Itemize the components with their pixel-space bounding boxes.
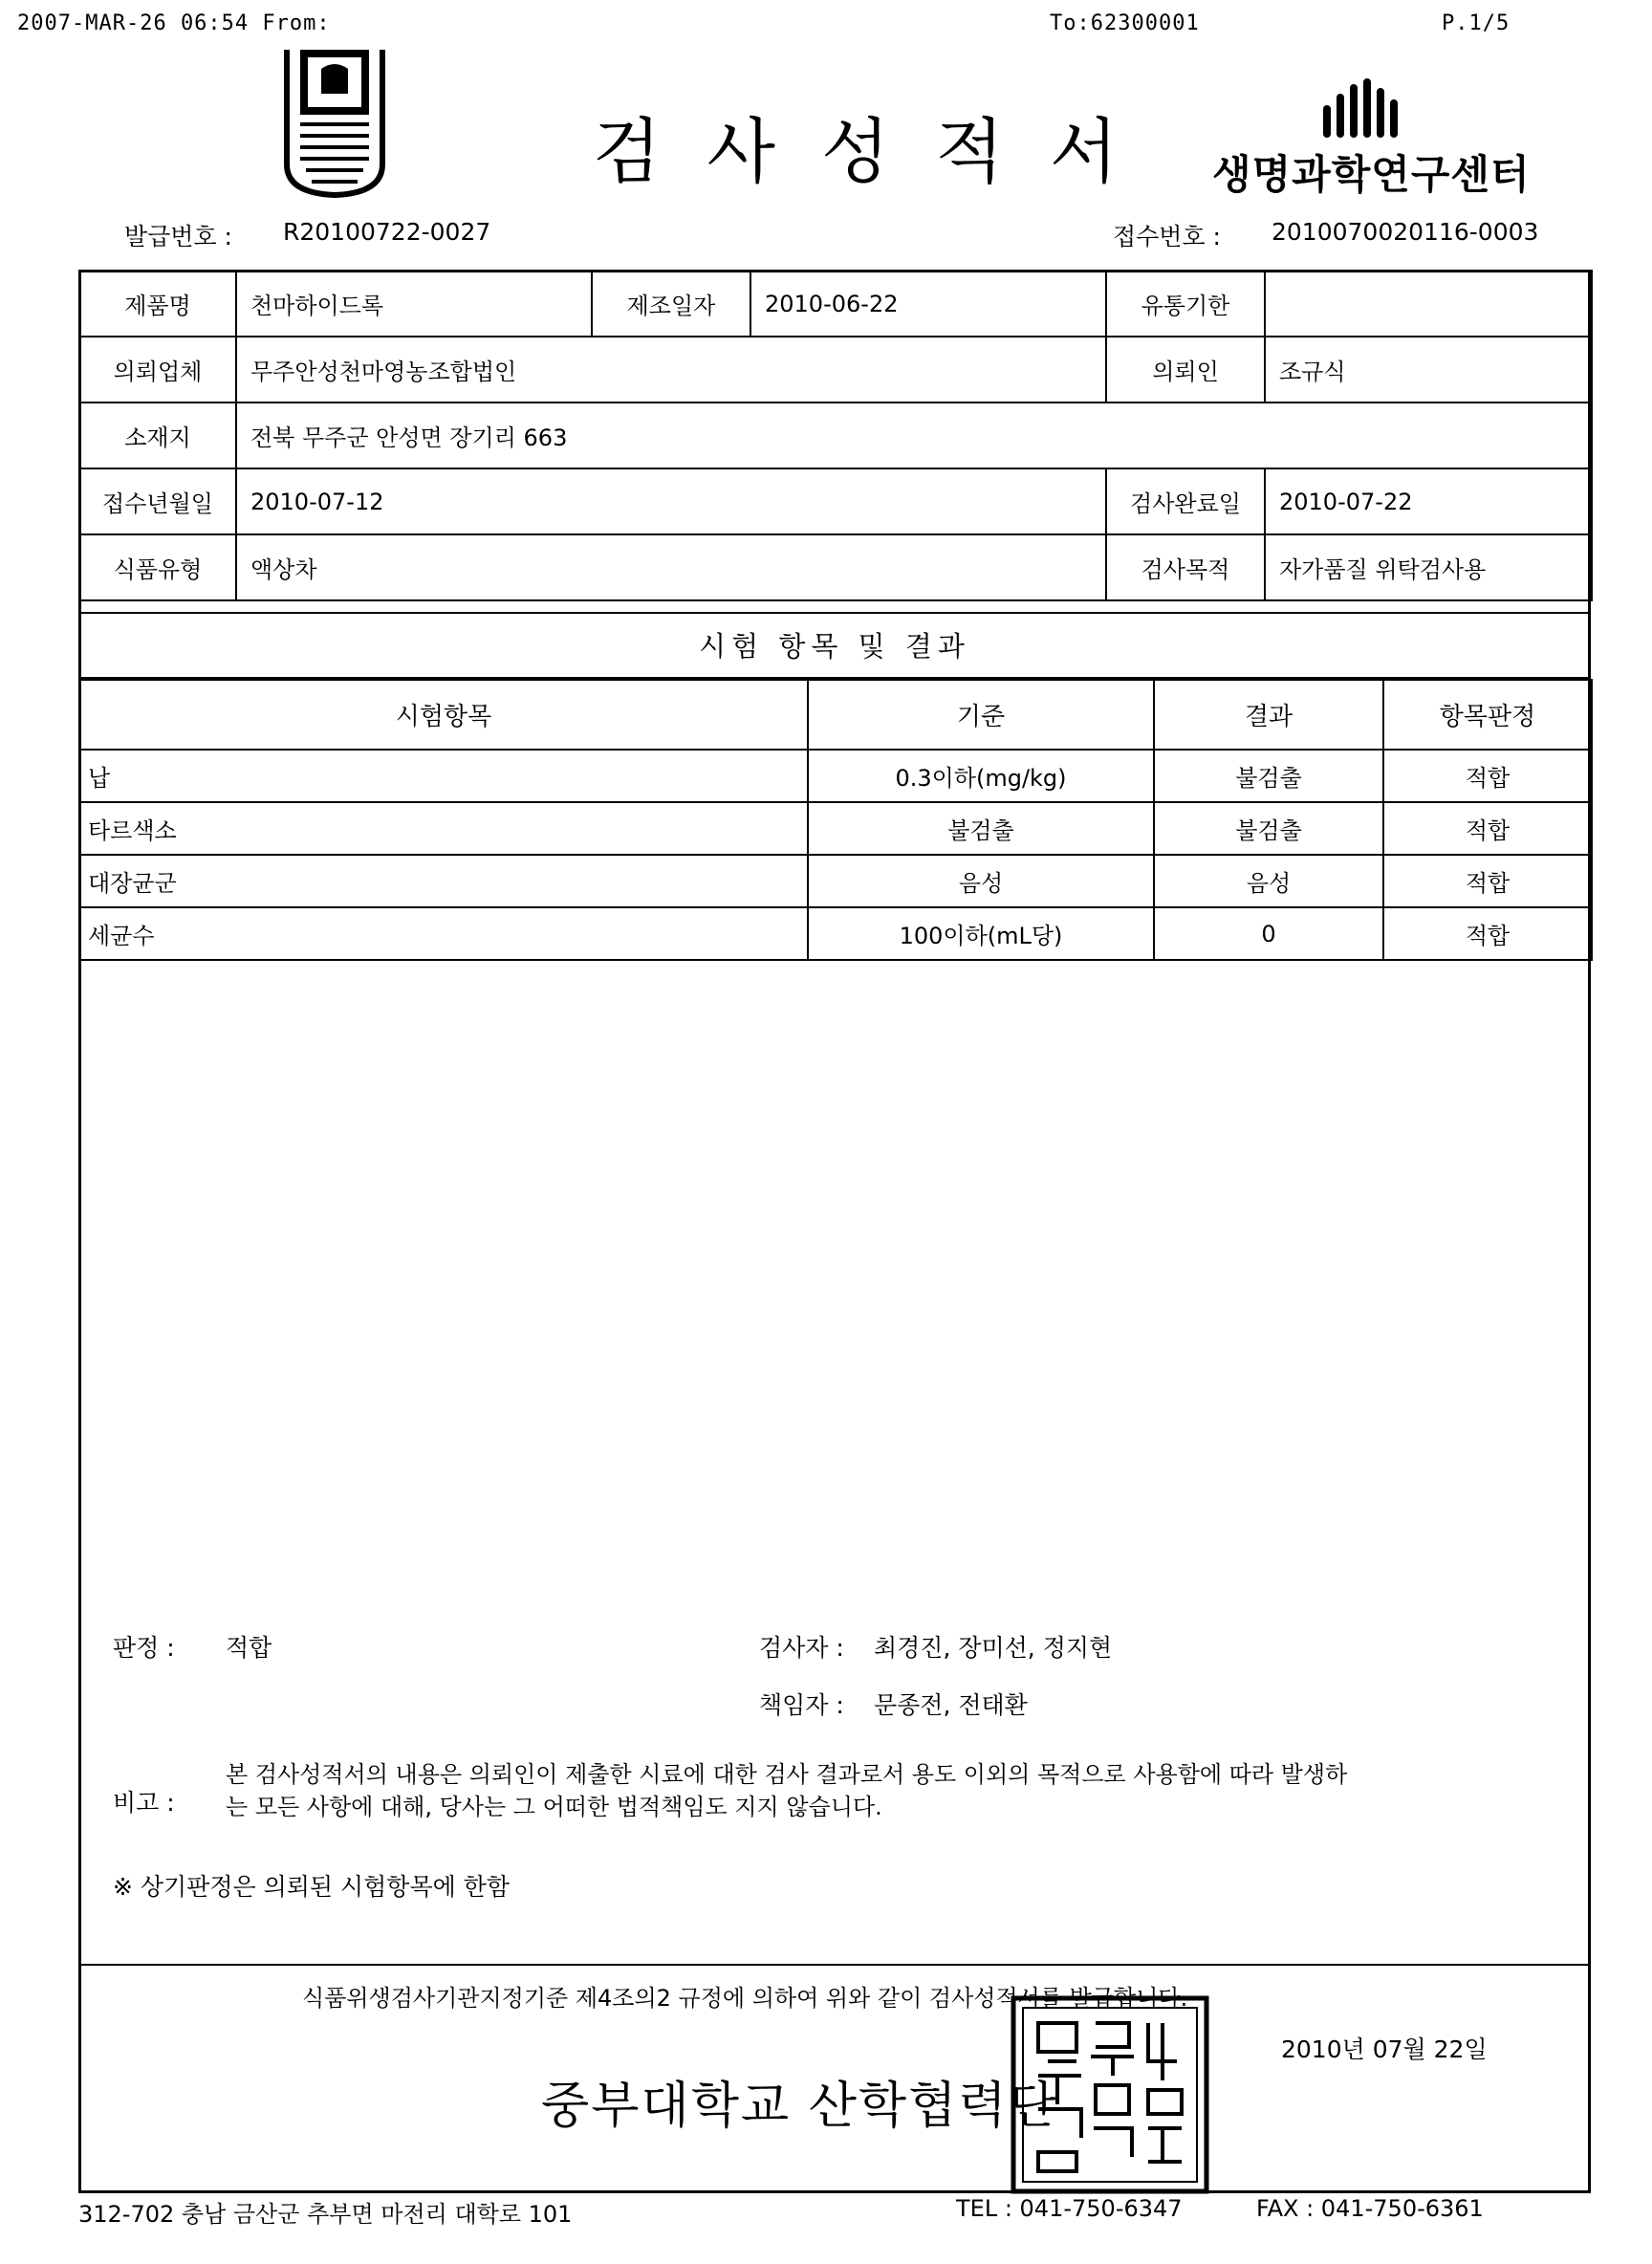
receipt-number-label: 접수번호 : bbox=[1113, 223, 1221, 250]
footer-fax: FAX : 041-750-6361 bbox=[1256, 2195, 1484, 2222]
test-verdict: 적합 bbox=[1383, 750, 1592, 802]
issue-number-value: R20100722-0027 bbox=[283, 218, 491, 246]
test-result: 음성 bbox=[1154, 855, 1383, 907]
test-result: 0 bbox=[1154, 907, 1383, 960]
sample-info-table bbox=[78, 270, 1593, 601]
info-row-type bbox=[79, 534, 1592, 600]
food-type-value: 액상차 bbox=[236, 534, 1106, 600]
fax-header-page: P.1/5 bbox=[1442, 11, 1511, 35]
info-row-address bbox=[79, 403, 1592, 468]
inspectors-label: 검사자 : bbox=[759, 1634, 844, 1662]
official-seal-stamp bbox=[1010, 1994, 1210, 2195]
test-standard: 음성 bbox=[808, 855, 1154, 907]
expiry-label: 유통기한 bbox=[1106, 271, 1265, 337]
issue-date: 2010년 07월 22일 bbox=[1281, 2035, 1488, 2063]
judgment-value: 적합 bbox=[226, 1634, 272, 1662]
issuance-divider bbox=[78, 1964, 1591, 1966]
address-label: 소재지 bbox=[79, 403, 236, 468]
info-row-company bbox=[79, 337, 1592, 403]
responsible-value: 문종전, 전태환 bbox=[874, 1691, 1028, 1719]
client-label: 의뢰인 bbox=[1106, 337, 1265, 403]
issue-number-label: 발급번호 : bbox=[124, 223, 232, 250]
results-table bbox=[78, 679, 1593, 961]
header-result: 결과 bbox=[1154, 680, 1383, 750]
header-test-item: 시험항목 bbox=[79, 680, 808, 750]
university-emblem-logo bbox=[277, 40, 392, 203]
test-result: 불검출 bbox=[1154, 750, 1383, 802]
purpose-value: 자가품질 위탁검사용 bbox=[1265, 534, 1592, 600]
header-standard: 기준 bbox=[808, 680, 1154, 750]
results-section-title: 시험 항목 및 결과 bbox=[78, 612, 1591, 679]
company-value: 무주안성천마영농조합법인 bbox=[236, 337, 1106, 403]
research-center-name: 생명과학연구센터 bbox=[1212, 151, 1531, 198]
scope-note: ※ 상기판정은 의뢰된 시험항목에 한함 bbox=[113, 1873, 510, 1901]
fax-header-middle: To:62300001 bbox=[1050, 11, 1200, 35]
test-standard: 100이하(mL당) bbox=[808, 907, 1154, 960]
test-item: 납 bbox=[79, 750, 808, 802]
info-row-dates bbox=[79, 468, 1592, 534]
research-center-logo-icon bbox=[1319, 76, 1405, 143]
company-label: 의뢰업체 bbox=[79, 337, 236, 403]
product-name-label: 제품명 bbox=[79, 271, 236, 337]
test-standard: 불검출 bbox=[808, 802, 1154, 855]
test-item: 타르색소 bbox=[79, 802, 808, 855]
document-title: 검사성적서 bbox=[593, 111, 1164, 193]
received-date-value: 2010-07-12 bbox=[236, 468, 1106, 534]
remarks-line-1: 본 검사성적서의 내용은 의뢰인이 제출한 시료에 대한 검사 결과로서 용도 이외의 목적으로 사용함에 따라 발생하 bbox=[226, 1761, 1348, 1788]
info-row-product bbox=[79, 271, 1592, 337]
completed-date-label: 검사완료일 bbox=[1106, 468, 1265, 534]
completed-date-value: 2010-07-22 bbox=[1265, 468, 1592, 534]
manufacture-date-value: 2010-06-22 bbox=[750, 271, 1106, 337]
manufacture-date-label: 제조일자 bbox=[592, 271, 750, 337]
responsible-label: 책임자 : bbox=[759, 1691, 844, 1719]
header-verdict: 항목판정 bbox=[1383, 680, 1592, 750]
test-verdict: 적합 bbox=[1383, 907, 1592, 960]
table-row bbox=[79, 907, 1592, 960]
issuer-name: 중부대학교 산학협력단 bbox=[541, 2078, 1058, 2135]
test-standard: 0.3이하(mg/kg) bbox=[808, 750, 1154, 802]
expiry-value bbox=[1265, 271, 1592, 337]
received-date-label: 접수년월일 bbox=[79, 468, 236, 534]
purpose-label: 검사목적 bbox=[1106, 534, 1265, 600]
test-item: 세균수 bbox=[79, 907, 808, 960]
test-result: 불검출 bbox=[1154, 802, 1383, 855]
fax-header-left: 2007-MAR-26 06:54 From: bbox=[17, 11, 331, 35]
judgment-label: 판정 : bbox=[113, 1634, 175, 1662]
client-value: 조규식 bbox=[1265, 337, 1592, 403]
remarks-line-2: 는 모든 사항에 대해, 당사는 그 어떠한 법적책임도 지지 않습니다. bbox=[226, 1794, 882, 1820]
footer-tel: TEL : 041-750-6347 bbox=[956, 2195, 1183, 2222]
product-name-value: 천마하이드록 bbox=[236, 271, 592, 337]
footer-address: 312-702 충남 금산군 추부면 마전리 대학로 101 bbox=[78, 2201, 573, 2228]
test-verdict: 적합 bbox=[1383, 855, 1592, 907]
table-row bbox=[79, 855, 1592, 907]
address-value: 전북 무주군 안성면 장기리 663 bbox=[236, 403, 1592, 468]
issuance-statement: 식품위생검사기관지정기준 제4조의2 규정에 의하여 위와 같이 검사성적서를 발급합니다. bbox=[302, 1985, 1188, 2012]
test-item: 대장균군 bbox=[79, 855, 808, 907]
receipt-number-value: 2010070020116-0003 bbox=[1272, 218, 1539, 246]
food-type-label: 식품유형 bbox=[79, 534, 236, 600]
test-verdict: 적합 bbox=[1383, 802, 1592, 855]
results-header-row bbox=[79, 680, 1592, 750]
remarks-label: 비고 : bbox=[113, 1789, 175, 1817]
inspectors-value: 최경진, 장미선, 정지현 bbox=[874, 1634, 1113, 1662]
table-row bbox=[79, 802, 1592, 855]
table-row bbox=[79, 750, 1592, 802]
